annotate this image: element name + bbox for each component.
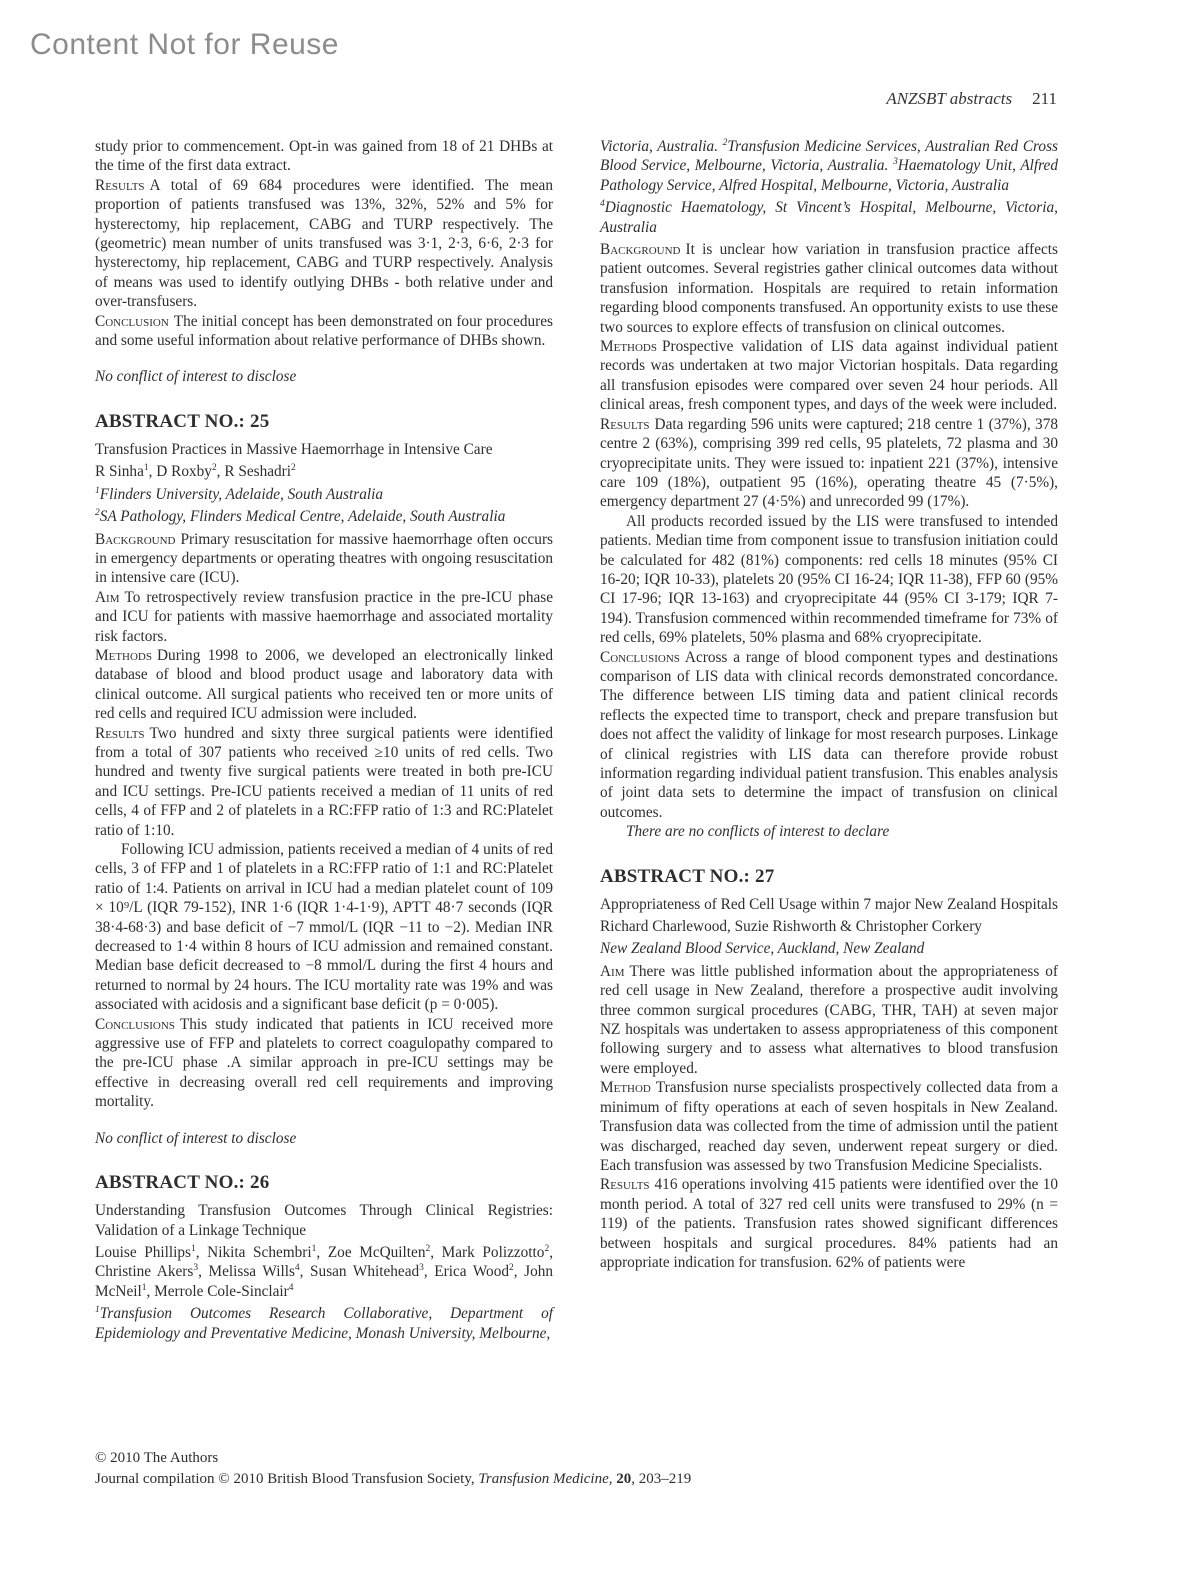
abstract25-affiliation-2: $^2$SA Pathology, Flinders Medical Centre, Adelaide, South Australia xyxy=(95,508,506,526)
abstract24-conclusion-text: The initial concept has been demonstrated on four procedures and some useful information about relative performance of DHBs shown. xyxy=(95,312,553,350)
abstract26-conclusions-text: Across a range of blood component types and destinations comparison of LIS data with clinical records demonstrated concordance. The difference between LIS timing data and patient clinical records reflects the expected time to transport, check and prepare transfusion but does not affect the validity of linkage for most research purposes. Linkage of clinical registries with LIS data can therefore provide robust information regarding individual patient transfusion. This enables analysis of joint data sets to determine the impact of transfusion on clinical outcomes. xyxy=(600,648,1058,821)
running-head-page-number: 211 xyxy=(1032,89,1057,108)
abstract27-results-label: Results xyxy=(600,1176,650,1194)
abstract25-aim xyxy=(95,588,553,646)
abstract24-coi-note: No conflict of interest to disclose xyxy=(95,368,297,386)
abstract25-methods xyxy=(95,646,553,724)
abstract26-affiliation-1: $^1$Transfusion Outcomes Research Collaborative, Department of Epidemiology and Preventative Medicine, Monash University, Melbourne, xyxy=(95,1305,553,1342)
footer-copyright: © 2010 The Authors xyxy=(95,1450,219,1466)
abstract27-authors: Richard Charlewood, Suzie Rishworth & Christopher Corkery xyxy=(600,918,982,936)
footer-citation-sep: , xyxy=(608,1470,617,1487)
abstract26-methods-label: Methods xyxy=(600,338,657,356)
abstract25-coi-note: No conflict of interest to disclose xyxy=(95,1129,297,1147)
abstract26-background-label: Background xyxy=(600,241,681,259)
abstract25-methods-text: During 1998 to 2006, we developed an electronically linked database of blood and blood product usage and laboratory data with clinical outcome. All surgical patients who received ten or more units of red cells and required ICU admission were included. xyxy=(95,646,553,723)
abstract25-heading: ABSTRACT NO.: 25 xyxy=(95,410,270,432)
page-footer xyxy=(95,1448,895,1489)
abstract27-method-text: Transfusion nurse specialists prospectively collected data from a minimum of fifty operations at each of seven hospitals in New Zealand. Transfusion data was collected from the time of admission until the patient was discharged, reached day seven, underwent repeat surgery or died. Each transfusion was assessed by two Transfusion Medicine Specialists. xyxy=(600,1079,1058,1174)
abstract25-authors: R Sinha$^1$, D Roxby$^2$, R Seshadri$^2$ xyxy=(95,463,296,481)
abstract26-affiliation-continuation: Victoria, Australia. $^2$Transfusion Medicine Services, Australian Red Cross Blood Service, Melbourne, Victoria, Australia. $^3$Haematology Unit, Alfred Pathology Service, Alfred Hospital, Melbourne, Victoria, Australia xyxy=(600,137,1058,194)
abstract27-title: Appropriateness of Red Cell Usage within 7 major New Zealand Hospitals xyxy=(600,895,1058,913)
abstract26-conclusions xyxy=(600,648,1058,823)
abstract25-aim-label: Aim xyxy=(95,588,120,606)
abstract24-conclusion-label: Conclusion xyxy=(95,312,169,330)
footer-pages: , 203–219 xyxy=(631,1470,692,1487)
watermark-text: Content Not for Reuse xyxy=(30,28,339,61)
abstract24-conclusion xyxy=(95,312,553,351)
abstract27-affiliation: New Zealand Blood Service, Auckland, New Zealand xyxy=(600,940,925,958)
abstract26-affiliation-4: $^4$Diagnostic Haematology, St Vincent’s Hospital, Melbourne, Victoria, Australia xyxy=(600,199,1058,236)
abstract24-results-label: Results xyxy=(95,176,145,194)
abstract25-background-text: Primary resuscitation for massive haemorrhage often occurs in emergency departments or operating theatres with ongoing resuscitation in intensive care (ICU). xyxy=(95,530,553,587)
running-head xyxy=(600,89,1057,109)
abstract27-results xyxy=(600,1175,1058,1272)
abstract25-title: Transfusion Practices in Massive Haemorrhage in Intensive Care xyxy=(95,440,493,458)
abstract24-continuation: study prior to commencement. Opt-in was gained from 18 of 21 DHBs at the time of the first data extract. xyxy=(95,138,553,175)
abstract25-conclusions-label: Conclusions xyxy=(95,1015,175,1033)
column-right xyxy=(600,137,1058,1272)
abstract27-heading: ABSTRACT NO.: 27 xyxy=(600,865,775,887)
abstract26-conclusions-label: Conclusions xyxy=(600,648,680,666)
column-left xyxy=(95,137,553,1346)
abstract26-title: Understanding Transfusion Outcomes Through Clinical Registries: Validation of a Linkage Technique xyxy=(95,1202,553,1239)
abstract26-methods xyxy=(600,337,1058,415)
footer-citation-prefix: Journal compilation © 2010 British Blood Transfusion Society, xyxy=(95,1470,479,1487)
abstract26-methods-text: Prospective validation of LIS data against individual patient records was undertaken at two major Victorian hospitals. Data regarding all transfusion episodes were compared over seven 24 hour periods. All clinical areas, fresh component types, and days of the week were included. xyxy=(600,338,1058,414)
abstract27-aim-label: Aim xyxy=(600,962,625,980)
abstract26-heading: ABSTRACT NO.: 26 xyxy=(95,1172,270,1194)
abstract26-results-paragraph-2: All products recorded issued by the LIS were transfused to intended patients. Median time from component issue to transfusion initiation could be calculated for 482 (81%) components: red cells 18 minutes (95% CI 16-20; IQR 10-33), platelets 20 (95% CI 16-24; IQR 11-38), FFP 60 (95% CI 17-96; IQR 13-163) and cryoprecipitate 44 (95% CI 3-179; IQR 7-194). Transfusion commenced within recommended timeframe for 73% of red cells, 69% platelets, 50% plasma and 68% cryoprecipitate. xyxy=(600,512,1058,647)
abstract25-background-label: Background xyxy=(95,530,176,548)
abstract25-results xyxy=(95,724,553,840)
abstract25-conclusions xyxy=(95,1015,553,1112)
abstract25-affiliation-1: $^1$Flinders University, Adelaide, South Australia xyxy=(95,485,383,503)
abstract27-method xyxy=(600,1078,1058,1175)
abstract26-coi-note: There are no conflicts of interest to declare xyxy=(626,823,890,841)
footer-citation xyxy=(95,1469,895,1490)
abstract26-authors: Louise Phillips$^1$, Nikita Schembri$^1$, Zoe McQuilten$^2$, Mark Polizzotto$^2$, Christine Akers$^3$, Melissa Wills$^4$, Susan Whitehead$^3$, Erica Wood$^2$, John McNeil$^1$, Merrole Cole-Sinclair$^4$ xyxy=(95,1243,554,1300)
abstract24-results-text: A total of 69 684 procedures were identified. The mean proportion of patients transfused was 13%, 32%, 52% and 5% for hysterectomy, hip replacement, CABG and TURP respectively. The (geometric) mean number of units transfused was 3·1, 2·3, 6·6, 2·3 for hysterectomy, hip replacement, CABG and TURP respectively. Analysis of means was used to identify outlying DHBs - both relative under and over-transfusers. xyxy=(95,176,553,311)
running-head-journal: ANZSBT abstracts xyxy=(886,89,1013,108)
abstract26-background-text: It is unclear how variation in transfusion practice affects patient outcomes. Several registries gather clinical outcomes data without transfusion information. Hospitals are required to retain information regarding blood components transfused. An opportunity exists to use these two sources to explore effects of transfusion on clinical outcomes. xyxy=(600,241,1058,336)
abstract27-aim xyxy=(600,962,1058,1078)
abstract24-results xyxy=(95,176,553,312)
abstract25-results-label: Results xyxy=(95,724,145,742)
abstract25-conclusions-text: This study indicated that patients in ICU received more aggressive use of FFP and platelets to correct coagulopathy compared to the pre-ICU phase .A similar approach in pre-ICU settings may be effective in decreasing overall red cell requirements and improving mortality. xyxy=(95,1015,553,1111)
abstract25-aim-text: To retrospectively review transfusion practice in the pre-ICU phase and ICU for patients with massive haemorrhage and associated mortality risk factors. xyxy=(95,588,553,645)
footer-volume: 20 xyxy=(616,1470,632,1487)
abstract25-results-text: Two hundred and sixty three surgical patients were identified from a total of 307 patients who received ≥10 units of red cells. Two hundred and twenty five surgical patients were treated in both pre-ICU and ICU settings. Pre-ICU patients received a median of 11 units of red cells, 4 of FFP and 2 of platelets in a RC:FFP ratio of 1:3 and RC:Platelet ratio of 1:10. xyxy=(95,724,553,839)
abstract27-method-label: Method xyxy=(600,1079,651,1097)
abstract25-results-paragraph-2: Following ICU admission, patients received a median of 4 units of red cells, 3 of FFP and 1 of platelets in a RC:FFP ratio of 1:1 and RC:Platelet ratio of 1:4. Patients on arrival in ICU had a median platelet count of 109 × 10⁹/L (IQR 79-152), INR 1·6 (IQR 1·4-1·9), APTT 48·7 seconds (IQR 38·4-68·3) and base deficit of −7 mmol/L (IQR −11 to −2). Median INR decreased to 1·4 within 8 hours of ICU admission and remained constant. Median base deficit decreased to −8 mmol/L during the first 4 hours and returned to normal by 24 hours. The ICU mortality rate was 19% and was associated with acidosis and a significant base deficit (p = 0·005). xyxy=(95,841,553,1014)
abstract27-aim-text: There was little published information about the appropriateness of red cell usage in New Zealand, therefore a prospective audit involving three common surgical procedures (CABG, THR, TAH) at seven major NZ hospitals was undertaken to assess appropriateness of this component following surgery and to assess what alternatives to blood transfusion were employed. xyxy=(600,962,1058,1077)
abstract27-results-text: 416 operations involving 415 patients were identified over the 10 month period. A total of 327 red cell units were transfused to 29% (n = 119) of the patients. Transfusion rates showed significant differences between hospitals and surgical procedures. 84% patients had an appropriate indication for transfusion. 62% of patients were xyxy=(600,1176,1058,1271)
abstract26-background xyxy=(600,240,1058,337)
abstract26-results xyxy=(600,415,1058,512)
abstract26-results-text: Data regarding 596 units were captured; 218 centre 1 (37%), 378 centre 2 (63%), comprising 399 red cells, 95 platelets, 72 plasma and 30 cryoprecipitate units. They were issued to: inpatient 221 (37%), intensive care 109 (18%), outpatient 95 (16%), operating theatre 45 (7·5%), emergency department 27 (4·5%) and unrecorded 99 (17%). xyxy=(600,415,1058,511)
abstract25-methods-label: Methods xyxy=(95,646,152,664)
abstract26-results-label: Results xyxy=(600,415,650,433)
footer-journal-name: Transfusion Medicine xyxy=(478,1470,609,1487)
abstract25-background xyxy=(95,530,553,588)
